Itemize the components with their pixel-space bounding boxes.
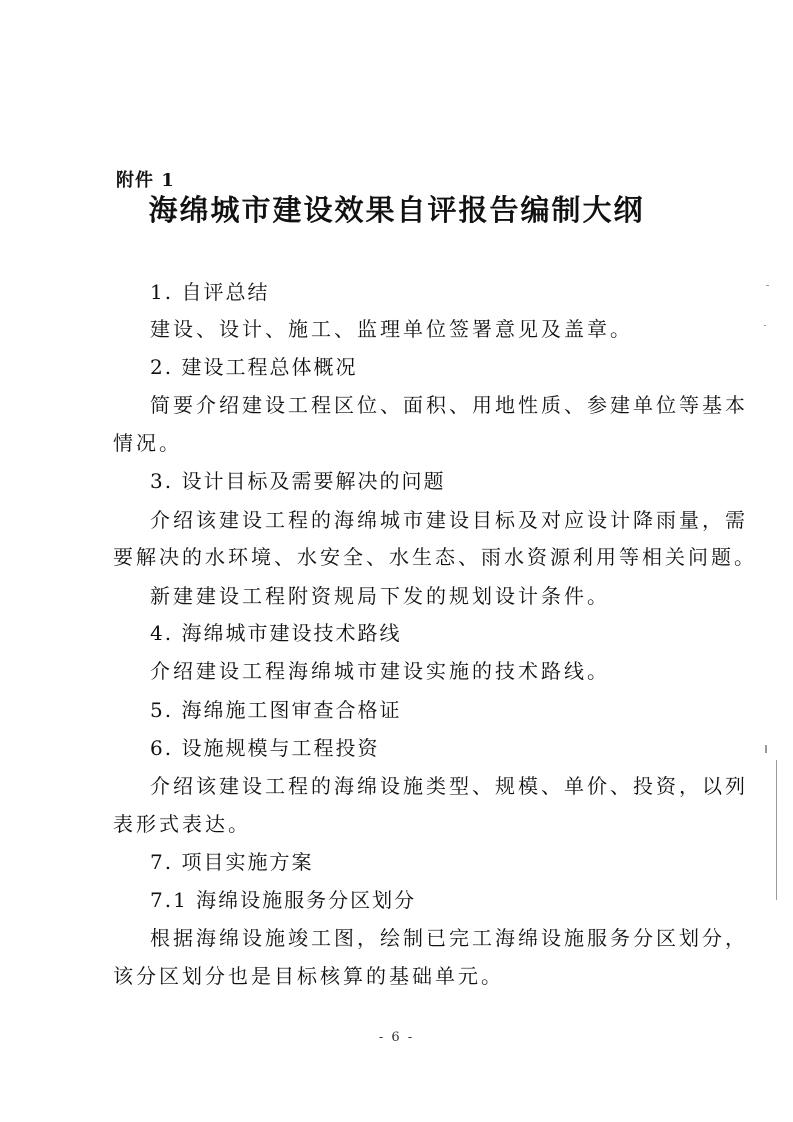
page-number: - 6 -	[378, 1030, 415, 1045]
scan-edge-mark	[764, 325, 766, 326]
section-heading: 3. 设计目标及需要解决的问题	[150, 469, 446, 493]
scan-edge-mark	[765, 745, 767, 753]
paragraph-line: 该分区划分也是目标核算的基础单元。	[113, 964, 504, 988]
paragraph-line: 简要介绍建设工程区位、面积、用地性质、参建单位等基本	[150, 393, 748, 417]
document-title: 海绵城市建设效果自评报告编制大纲	[148, 193, 645, 227]
scan-edge-mark	[776, 760, 777, 900]
section-heading: 7. 项目实施方案	[150, 850, 314, 874]
paragraph-line: 新建建设工程附资规局下发的规划设计条件。	[150, 584, 610, 608]
paragraph-line: 介绍该建设工程的海绵设施类型、规模、单价、投资，以列	[150, 774, 748, 798]
paragraph-line: 情况。	[113, 431, 182, 455]
paragraph-line: 根据海绵设施竣工图，绘制已完工海绵设施服务分区划分，	[150, 926, 748, 950]
paragraph-line: 介绍该建设工程的海绵城市建设目标及对应设计降雨量，需	[150, 508, 748, 532]
paragraph-line: 介绍建设工程海绵城市建设实施的技术路线。	[150, 659, 610, 683]
section-heading: 2. 建设工程总体概况	[150, 355, 358, 379]
scan-edge-mark	[766, 285, 769, 286]
section-heading: 6. 设施规模与工程投资	[150, 736, 380, 760]
section-heading: 5. 海绵施工图审查合格证	[150, 698, 402, 722]
paragraph-line: 表形式表达。	[113, 812, 251, 836]
attachment-label: 附件 1	[116, 170, 175, 191]
section-heading: 4. 海绵城市建设技术路线	[150, 621, 402, 645]
paragraph-line: 建设、设计、施工、监理单位签署意见及盖章。	[150, 317, 633, 341]
section-heading: 1. 自评总结	[150, 280, 270, 304]
paragraph-line: 要解决的水环境、水安全、水生态、雨水资源利用等相关问题。	[113, 545, 757, 569]
section-heading: 7.1 海绵设施服务分区划分	[150, 888, 417, 912]
